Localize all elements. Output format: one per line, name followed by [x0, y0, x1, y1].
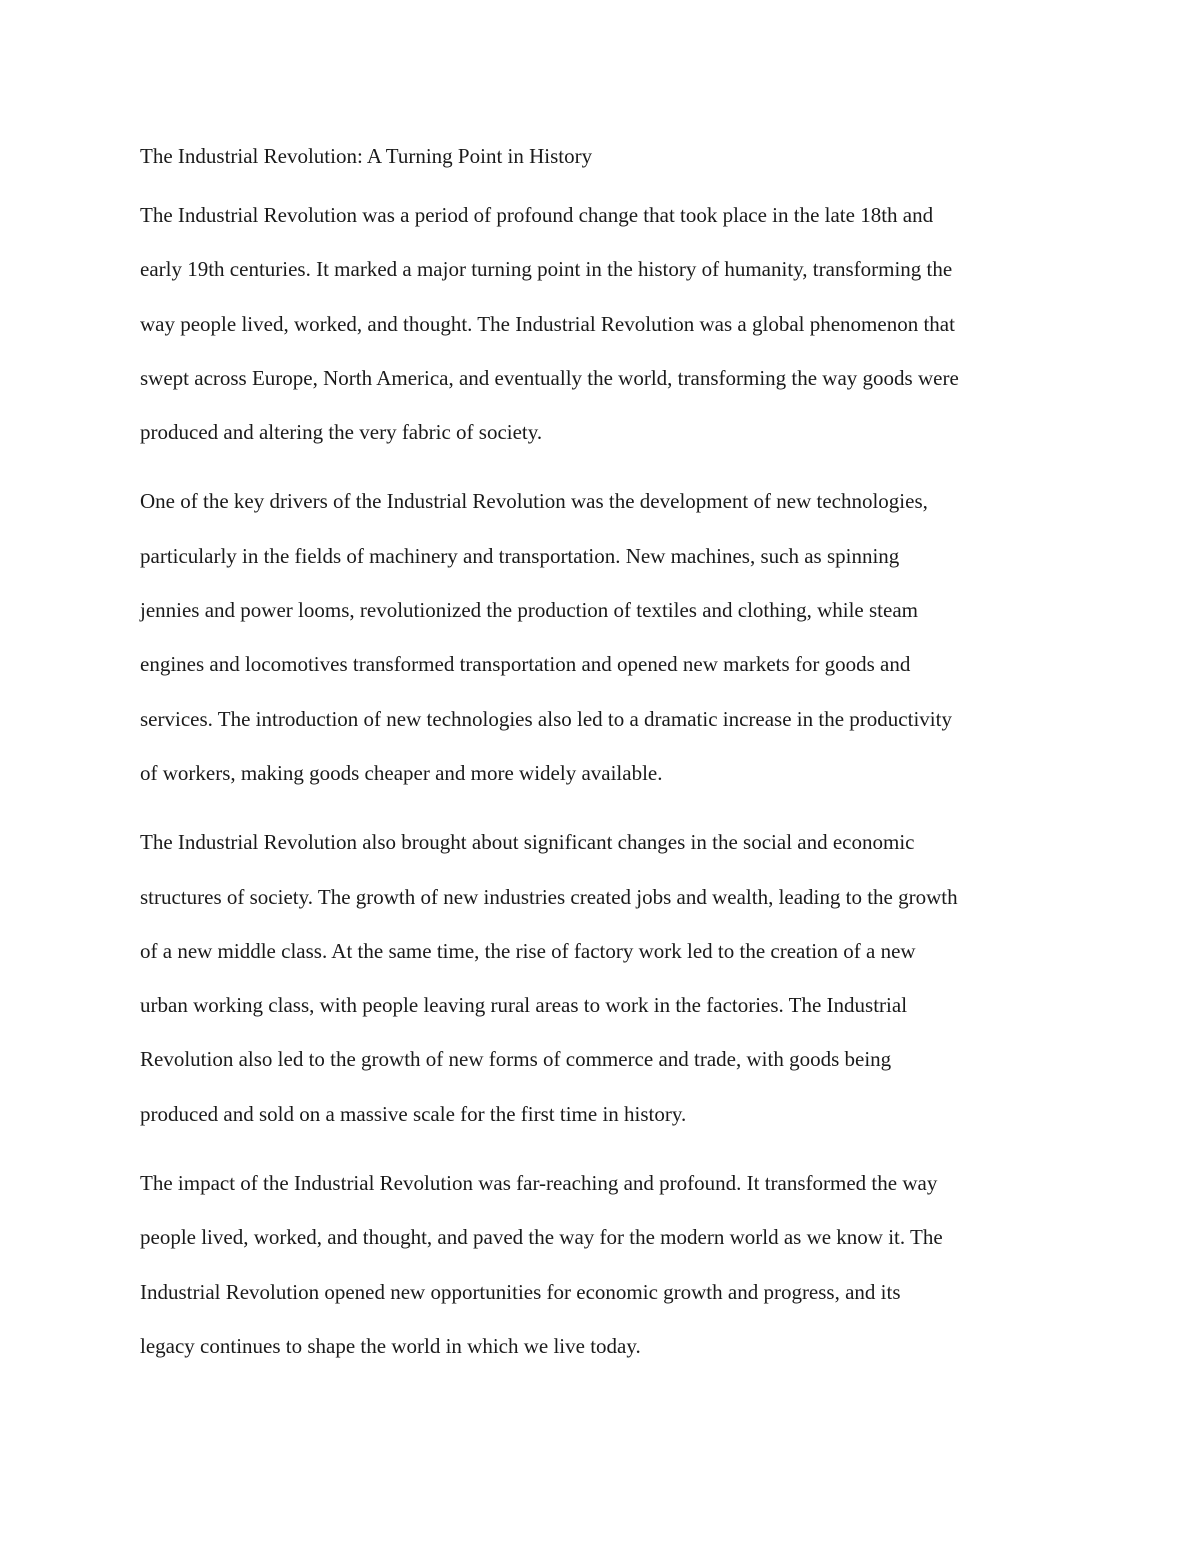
paragraph-line: swept across Europe, North America, and eventually the world, transforming the way goods were [140, 365, 959, 390]
document-body [140, 134, 1065, 1373]
paragraph-line: One of the key drivers of the Industrial Revolution was the development of new technologies, [140, 489, 928, 514]
paragraph-line: engines and locomotives transformed transportation and opened new markets for goods and [140, 652, 911, 677]
paragraph-line: Revolution also led to the growth of new forms of commerce and trade, with goods being [140, 1047, 892, 1072]
document-title: The Industrial Revolution: A Turning Point in History [140, 144, 593, 168]
paragraph-line: The Industrial Revolution also brought about significant changes in the social and economic [140, 830, 915, 855]
paragraph-line: produced and altering the very fabric of society. [140, 420, 543, 445]
paragraph-line: legacy continues to shape the world in which we live today. [140, 1333, 641, 1358]
paragraph-line: early 19th centuries. It marked a major turning point in the history of humanity, transforming the [140, 257, 953, 282]
paragraph-line: The impact of the Industrial Revolution was far-reaching and profound. It transformed the way [140, 1171, 938, 1196]
paragraph-line: urban working class, with people leaving rural areas to work in the factories. The Industrial [140, 993, 908, 1018]
paragraph-line: jennies and power looms, revolutionized the production of textiles and clothing, while steam [140, 598, 918, 623]
paragraph-list [140, 188, 1065, 1373]
paragraph-3 [140, 815, 1065, 1141]
paragraph-line: structures of society. The growth of new industries created jobs and wealth, leading to the growth [140, 884, 958, 909]
paragraph-line: people lived, worked, and thought, and paved the way for the modern world as we know it. The [140, 1225, 943, 1250]
paragraph-2 [140, 474, 1065, 800]
paragraph-4 [140, 1156, 1065, 1373]
paragraph-line: of workers, making goods cheaper and more widely available. [140, 760, 663, 785]
paragraph-line: The Industrial Revolution was a period of profound change that took place in the late 18th and [140, 203, 934, 227]
paragraph-line: services. The introduction of new technologies also led to a dramatic increase in the productivity [140, 706, 952, 731]
paragraph-line: particularly in the fields of machinery and transportation. New machines, such as spinning [140, 543, 900, 568]
paragraph-line: Industrial Revolution opened new opportunities for economic growth and progress, and its [140, 1279, 901, 1304]
paragraph-line: way people lived, worked, and thought. The Industrial Revolution was a global phenomenon that [140, 311, 955, 336]
paragraph-line: of a new middle class. At the same time, the rise of factory work led to the creation of a new [140, 938, 916, 963]
paragraph-1 [140, 188, 1065, 459]
paragraph-line: produced and sold on a massive scale for the first time in history. [140, 1101, 687, 1126]
